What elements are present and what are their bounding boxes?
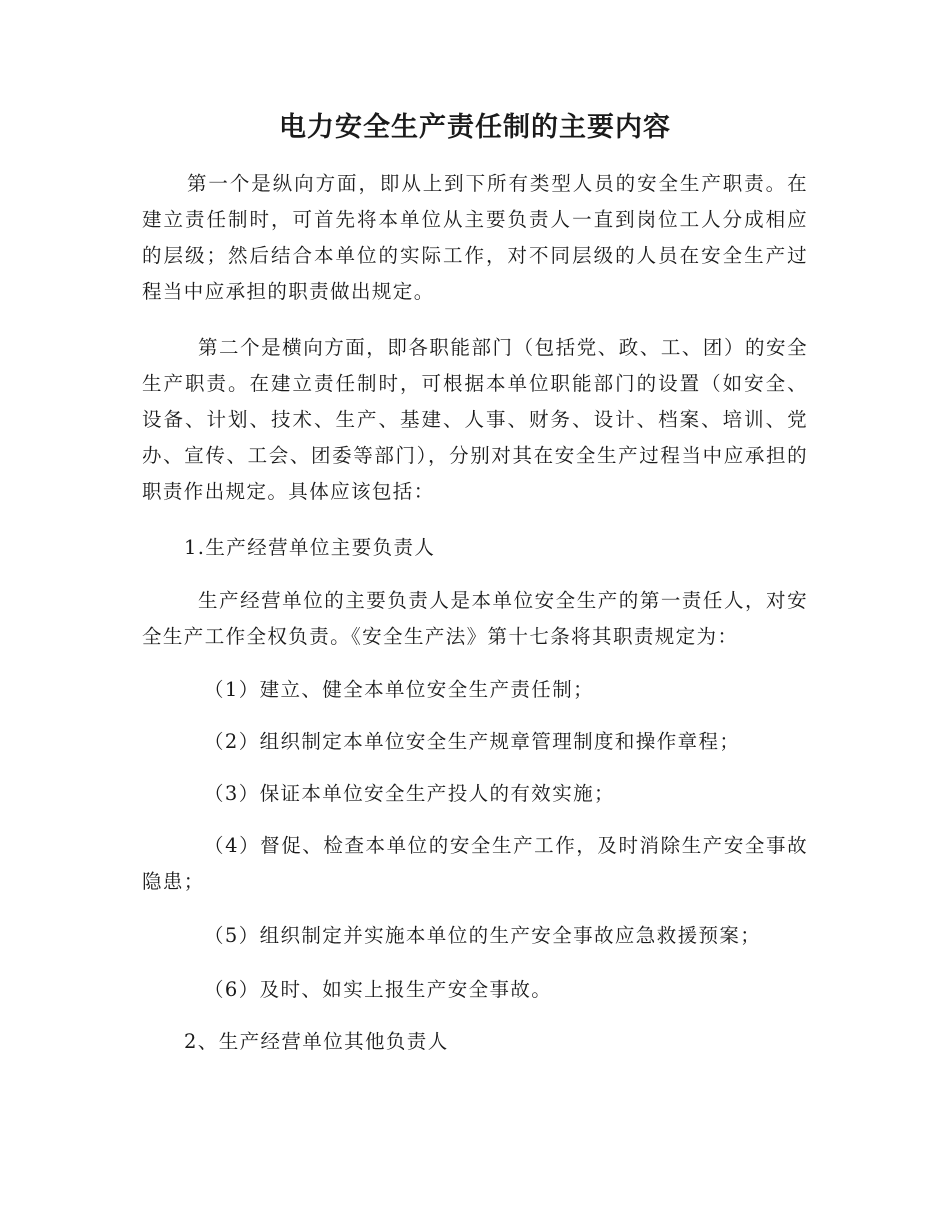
duty-item-4: （4）督促、检查本单位的安全生产工作，及时消除生产安全事故隐患； [142,834,808,893]
paragraph-horizontal-responsibility: 第二个是横向方面，即各职能部门（包括党、政、工、团）的安全生产职责。在建立责任制时，可根据本单位职能部门的设置（如安全、设备、计划、技术、生产、基建、人事、财务、设计、档案、培训、党办、宣传、工会、团委等部门），分别对其在安全生产过程当中应承担的职责作出规定。具体应该包括： [142,336,808,503]
section-heading-main-leader: 1.生产经营单位主要负责人 [184,536,436,559]
duty-item-3: （3）保证本单位安全生产投人的有效实施； [204,782,615,805]
paragraph-vertical-responsibility: 第一个是纵向方面，即从上到下所有类型人员的安全生产职责。在建立责任制时，可首先将本单位从主要负责人一直到岗位工人分成相应的层级；然后结合本单位的实际工作，对不同层级的人员在安全生产过程当中应承担的职责做出规定。 [142,172,808,303]
duty-item-1: （1）建立、健全本单位安全生产责任制； [204,678,595,701]
duty-item-6: （6）及时、如实上报生产安全事故。 [204,978,553,1001]
document-title: 电力安全生产责任制的主要内容 [279,112,671,143]
duty-item-2: （2）组织制定本单位安全生产规章管理制度和操作章程； [204,730,741,753]
duty-item-5: （5）组织制定并实施本单位的生产安全事故应急救援预案； [204,924,762,947]
section-heading-other-leaders: 2、生产经营单位其他负责人 [184,1030,449,1053]
paragraph-main-leader-duty: 生产经营单位的主要负责人是本单位安全生产的第一责任人，对安全生产工作全权负责。《安全生产法》第十七条将其职责规定为： [142,589,808,648]
